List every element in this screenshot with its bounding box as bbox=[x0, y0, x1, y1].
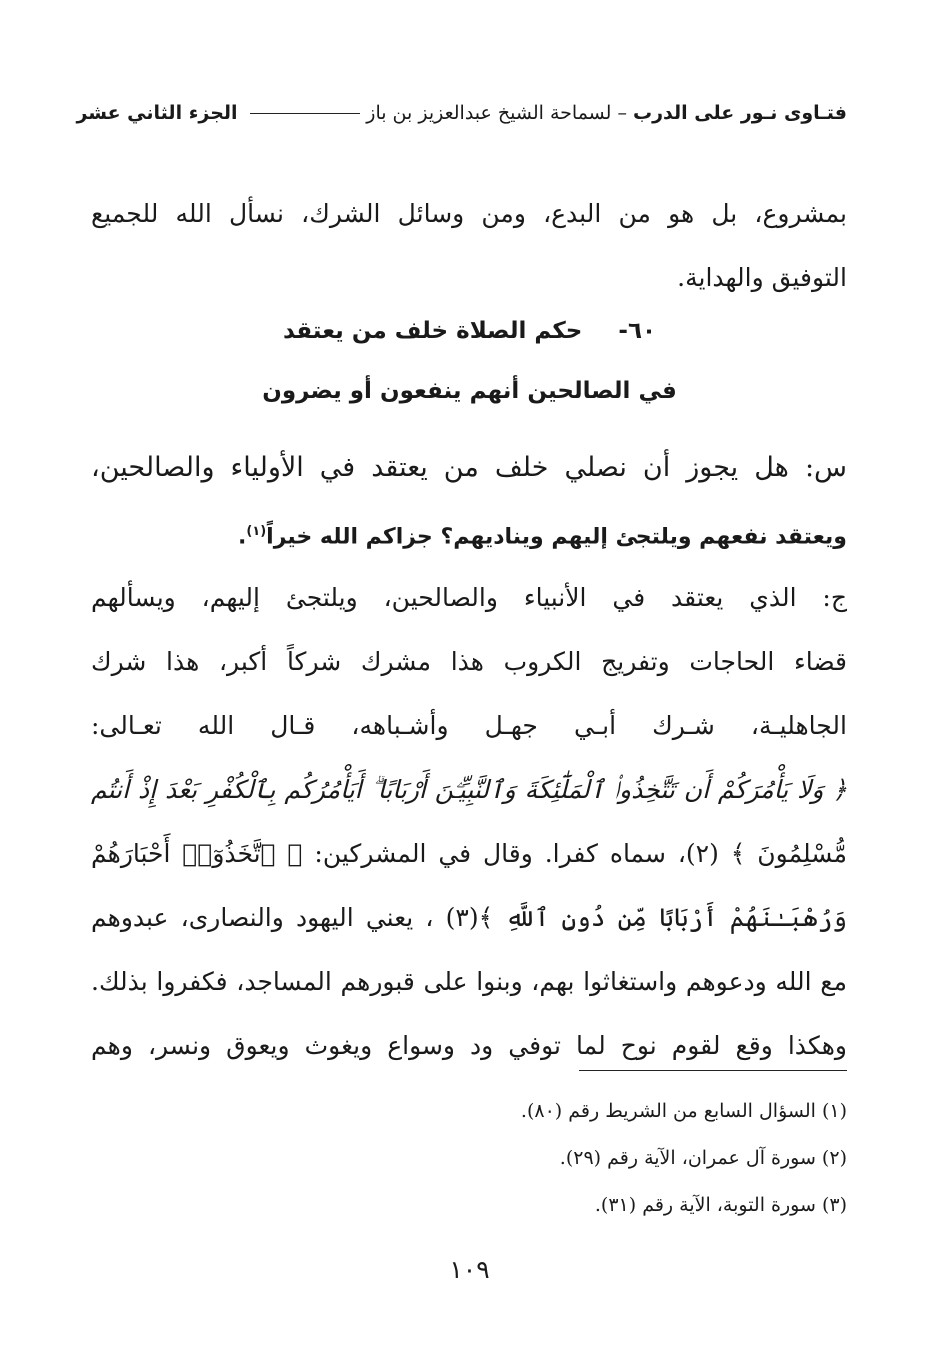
section-heading-line2 bbox=[0, 378, 939, 404]
header-rule bbox=[250, 113, 360, 114]
question-line2-text: ويعتقد نفعهم ويلتجئ إليهم ويناديهم؟ جزاكم الله خيراً bbox=[266, 524, 847, 550]
header-right-group bbox=[76, 100, 366, 124]
footnote-item: (٣) سورة التوبة، الآية رقم (٣١). bbox=[594, 1194, 847, 1216]
header-volume: الجزء الثاني عشر bbox=[76, 102, 238, 124]
answer-paragraph bbox=[91, 566, 847, 1078]
body-line: بمشروع، بل هو من البدع، ومن وسائل الشرك، نسأل الله للجميع bbox=[91, 199, 847, 228]
footnotes bbox=[91, 1088, 847, 1229]
answer-line: الجاهليـة، شـرك أبـي جهـل وأشـباهه، قـال الله تعـالى: bbox=[91, 711, 847, 740]
answer-line: وَرُهْبَـٰنَهُمْ أَرْبَابًا مِّن دُونِ ٱللَّهِ ﴾(٣) ، يعني اليهود والنصارى، عبدوهم bbox=[91, 903, 847, 932]
section-number: ٦٠- bbox=[618, 318, 657, 344]
footnote-item: (٢) سورة آل عمران، الآية رقم (٢٩). bbox=[559, 1147, 847, 1169]
answer-line: قضاء الحاجات وتفريج الكروب هذا مشرك شركاً أكبر، هذا شرك bbox=[91, 647, 847, 676]
header-book-title: فتـاوى نـور على الدرب bbox=[633, 102, 847, 124]
question-line2 bbox=[91, 500, 847, 564]
answer-line: ج: الذي يعتقد في الأنبياء والصالحين، ويلتجئ إليهم، ويسألهم bbox=[91, 583, 847, 612]
header-author: لسماحة الشيخ عبدالعزيز بن باز bbox=[366, 102, 612, 124]
page-number: ١٠٩ bbox=[449, 1255, 490, 1284]
answer-line: وهكذا وقع لقوم نوح لما توفي ود وسواع ويغوث ويعوق ونسر، وهم bbox=[91, 1031, 847, 1060]
section-title-line2: في الصالحين أنهم ينفعون أو يضرون bbox=[262, 378, 677, 404]
section-title-line1: حكم الصلاة خلف من يعتقد bbox=[282, 318, 583, 344]
footnote-rule bbox=[579, 1070, 847, 1071]
section-heading-line1 bbox=[0, 318, 939, 344]
question-end: . bbox=[237, 524, 247, 550]
answer-line: مُّسْلِمُونَ ﴾ (٢)، سماه كفرا. وقال في المشركين: ﴿ ٱتَّخَذُوٓا۟ أَحْبَارَهُمْ bbox=[91, 839, 847, 868]
running-header bbox=[76, 92, 847, 132]
question-line1: س: هل يجوز أن نصلي خلف من يعتقد في الأولياء والصالحين، bbox=[91, 452, 847, 483]
body-line: التوفيق والهداية. bbox=[677, 263, 847, 292]
answer-line: مع الله ودعوهم واستغاثوا بهم، وبنوا على قبورهم المساجد، فكفروا بذلك. bbox=[91, 967, 847, 996]
question-paragraph bbox=[91, 436, 847, 564]
header-separator: – bbox=[611, 102, 634, 124]
footnote-item: (١) السؤال السابع من الشريط رقم (٨٠). bbox=[520, 1100, 847, 1122]
quran-verse-line: ﴿ وَلَا يَأْمُرَكُمْ أَن تَتَّخِذُوا۟ ٱلْمَلَٰٓئِكَةَ وَٱلنَّبِيِّـۧنَ أَرْبَابًا ۗ أَيَأْمُرُكُم بِٱلْكُفْرِ بَعْدَ إِذْ أَنتُم bbox=[91, 775, 847, 804]
header-left-group bbox=[366, 100, 847, 124]
intro-paragraph bbox=[91, 182, 847, 310]
footnote-ref-1: (١) bbox=[246, 524, 267, 539]
